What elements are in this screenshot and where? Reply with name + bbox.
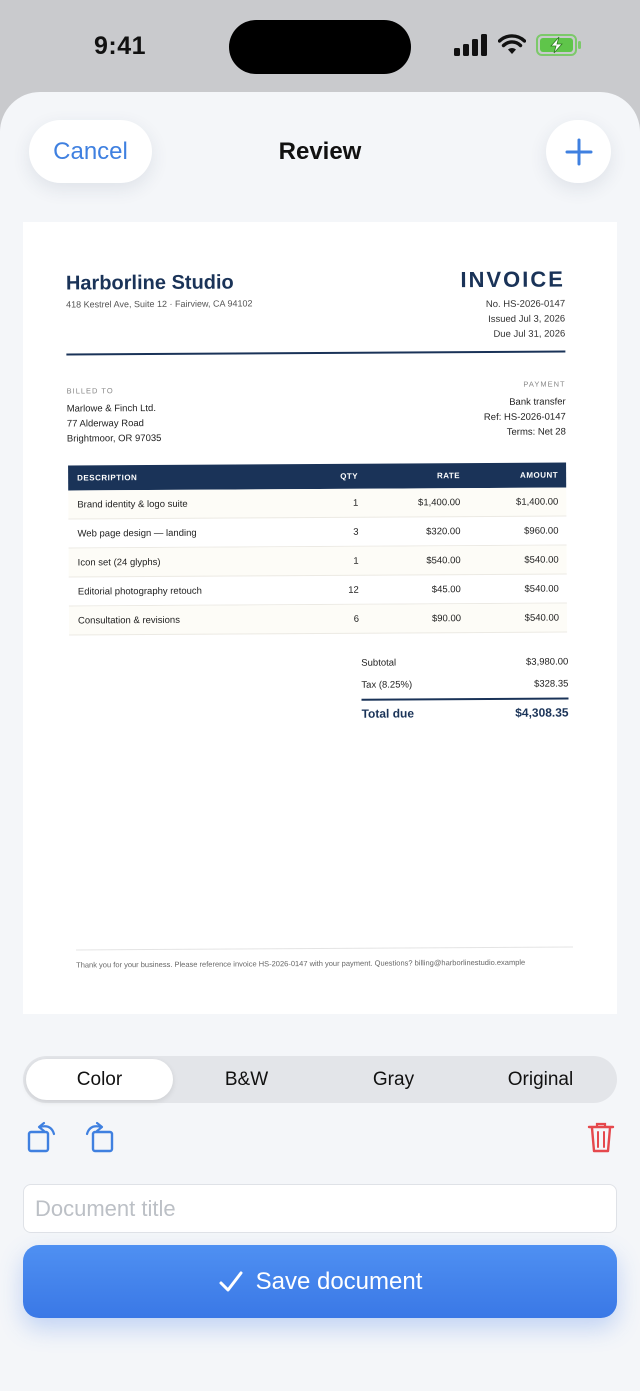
- checkmark-icon: [218, 1270, 244, 1294]
- item-amount: $1,400.00: [515, 496, 559, 508]
- total-due-label: Total due: [361, 706, 415, 721]
- footer-rule: [76, 946, 573, 950]
- invoice-issued: Issued Jul 3, 2026: [488, 313, 566, 325]
- dynamic-island: [229, 20, 411, 74]
- rotate-left-icon: [26, 1120, 60, 1154]
- sheet-title: Review: [278, 138, 362, 165]
- payment-line: Bank transfer: [509, 396, 566, 408]
- item-description: Editorial photography retouch: [77, 585, 202, 597]
- column-header-description: DESCRIPTION: [77, 473, 138, 483]
- subtotal-value: $3,980.00: [525, 655, 569, 668]
- payment-line: Terms: Net 28: [506, 426, 566, 438]
- subtotal-label: Subtotal: [361, 657, 397, 669]
- save-document-label: Save document: [255, 1267, 423, 1295]
- footer-note: Thank you for your business. Please reference invoice HS-2026-0147 with your payment. Questions? billing@harborlinestudio.example: [76, 957, 526, 970]
- item-qty: 3: [353, 526, 359, 538]
- table-row: [68, 487, 566, 519]
- table-row: [69, 574, 567, 606]
- payment-label: PAYMENT: [523, 379, 566, 389]
- total-due-row: [362, 705, 569, 720]
- delete-button[interactable]: [581, 1117, 621, 1157]
- invoice-due: Due Jul 31, 2026: [493, 328, 566, 340]
- table-header: [68, 462, 566, 490]
- payment-block: [484, 376, 566, 439]
- tax-value: $328.35: [534, 677, 569, 690]
- item-amount: $540.00: [524, 612, 560, 624]
- item-rate: $320.00: [426, 525, 461, 537]
- item-rate: $1,400.00: [417, 496, 461, 508]
- item-rate: $90.00: [431, 612, 462, 624]
- item-amount: $960.00: [524, 525, 559, 537]
- filter-segmented-control: [23, 1056, 617, 1103]
- item-qty: 6: [353, 613, 360, 625]
- invoice-meta: [486, 296, 565, 341]
- tax-row: [361, 672, 568, 695]
- column-header-amount: AMOUNT: [519, 470, 559, 480]
- item-qty: 1: [352, 497, 359, 509]
- item-amount: $540.00: [524, 583, 559, 595]
- rotate-right-icon: [81, 1120, 115, 1154]
- document-title-input[interactable]: [23, 1184, 617, 1233]
- tax-label: Tax (8.25%): [361, 678, 413, 691]
- scanned-document-preview[interactable]: [23, 222, 617, 1014]
- item-description: Brand identity & logo suite: [77, 498, 188, 510]
- table-row: [69, 545, 567, 577]
- billed-to-block: [67, 383, 162, 447]
- status-bar: [0, 0, 640, 92]
- company-name: Harborline Studio: [65, 271, 234, 295]
- invoice-number: No. HS-2026-0147: [485, 298, 566, 310]
- rotate-right-button[interactable]: [78, 1117, 118, 1157]
- column-header-rate: RATE: [436, 471, 461, 481]
- payment-line: Ref: HS-2026-0147: [483, 411, 566, 423]
- billed-to-label: BILLED TO: [66, 386, 114, 396]
- filter-color[interactable]: Color: [26, 1059, 173, 1100]
- total-due-value: $4,308.35: [515, 705, 569, 720]
- billed-to-line: Marlowe & Finch Ltd.: [66, 402, 156, 415]
- battery-charging-icon: [536, 34, 582, 56]
- item-description: Consultation & revisions: [77, 614, 180, 626]
- item-rate: $45.00: [431, 583, 461, 595]
- status-time: 9:41: [94, 32, 147, 60]
- totals-rule: [361, 697, 568, 700]
- line-items-table: [68, 462, 567, 635]
- subtotal-row: [361, 650, 568, 673]
- plus-icon: [565, 138, 593, 166]
- status-icons: [454, 34, 582, 56]
- item-amount: $540.00: [524, 554, 559, 566]
- cancel-button[interactable]: Cancel: [29, 120, 152, 183]
- trash-icon: [586, 1120, 616, 1154]
- table-row: [69, 603, 567, 635]
- company-address: 418 Kestrel Ave, Suite 12 · Fairview, CA 94102: [66, 298, 253, 310]
- totals-block: [361, 650, 568, 720]
- invoice-page: [21, 220, 620, 1016]
- add-page-button[interactable]: [546, 120, 611, 183]
- item-description: Web page design — landing: [77, 527, 197, 539]
- item-rate: $540.00: [426, 554, 461, 566]
- filter-original[interactable]: Original: [467, 1059, 614, 1100]
- header-rule: [66, 350, 565, 355]
- invoice-title: INVOICE: [460, 266, 566, 293]
- save-document-button[interactable]: [23, 1245, 617, 1318]
- filter-gray[interactable]: Gray: [320, 1059, 467, 1100]
- table-row: [68, 516, 566, 548]
- item-qty: 12: [348, 584, 359, 596]
- column-header-qty: QTY: [340, 471, 359, 481]
- billed-to-line: Brightmoor, OR 97035: [66, 432, 162, 445]
- table-body: [68, 487, 567, 635]
- item-qty: 1: [353, 555, 359, 567]
- item-description: Icon set (24 glyphs): [77, 556, 161, 568]
- rotate-left-button[interactable]: [23, 1117, 63, 1157]
- review-sheet: [0, 92, 640, 1391]
- wifi-icon: [498, 34, 526, 56]
- billed-to-line: 77 Alderway Road: [66, 418, 144, 430]
- signal-icon: [454, 34, 488, 56]
- filter-bw[interactable]: B&W: [173, 1059, 320, 1100]
